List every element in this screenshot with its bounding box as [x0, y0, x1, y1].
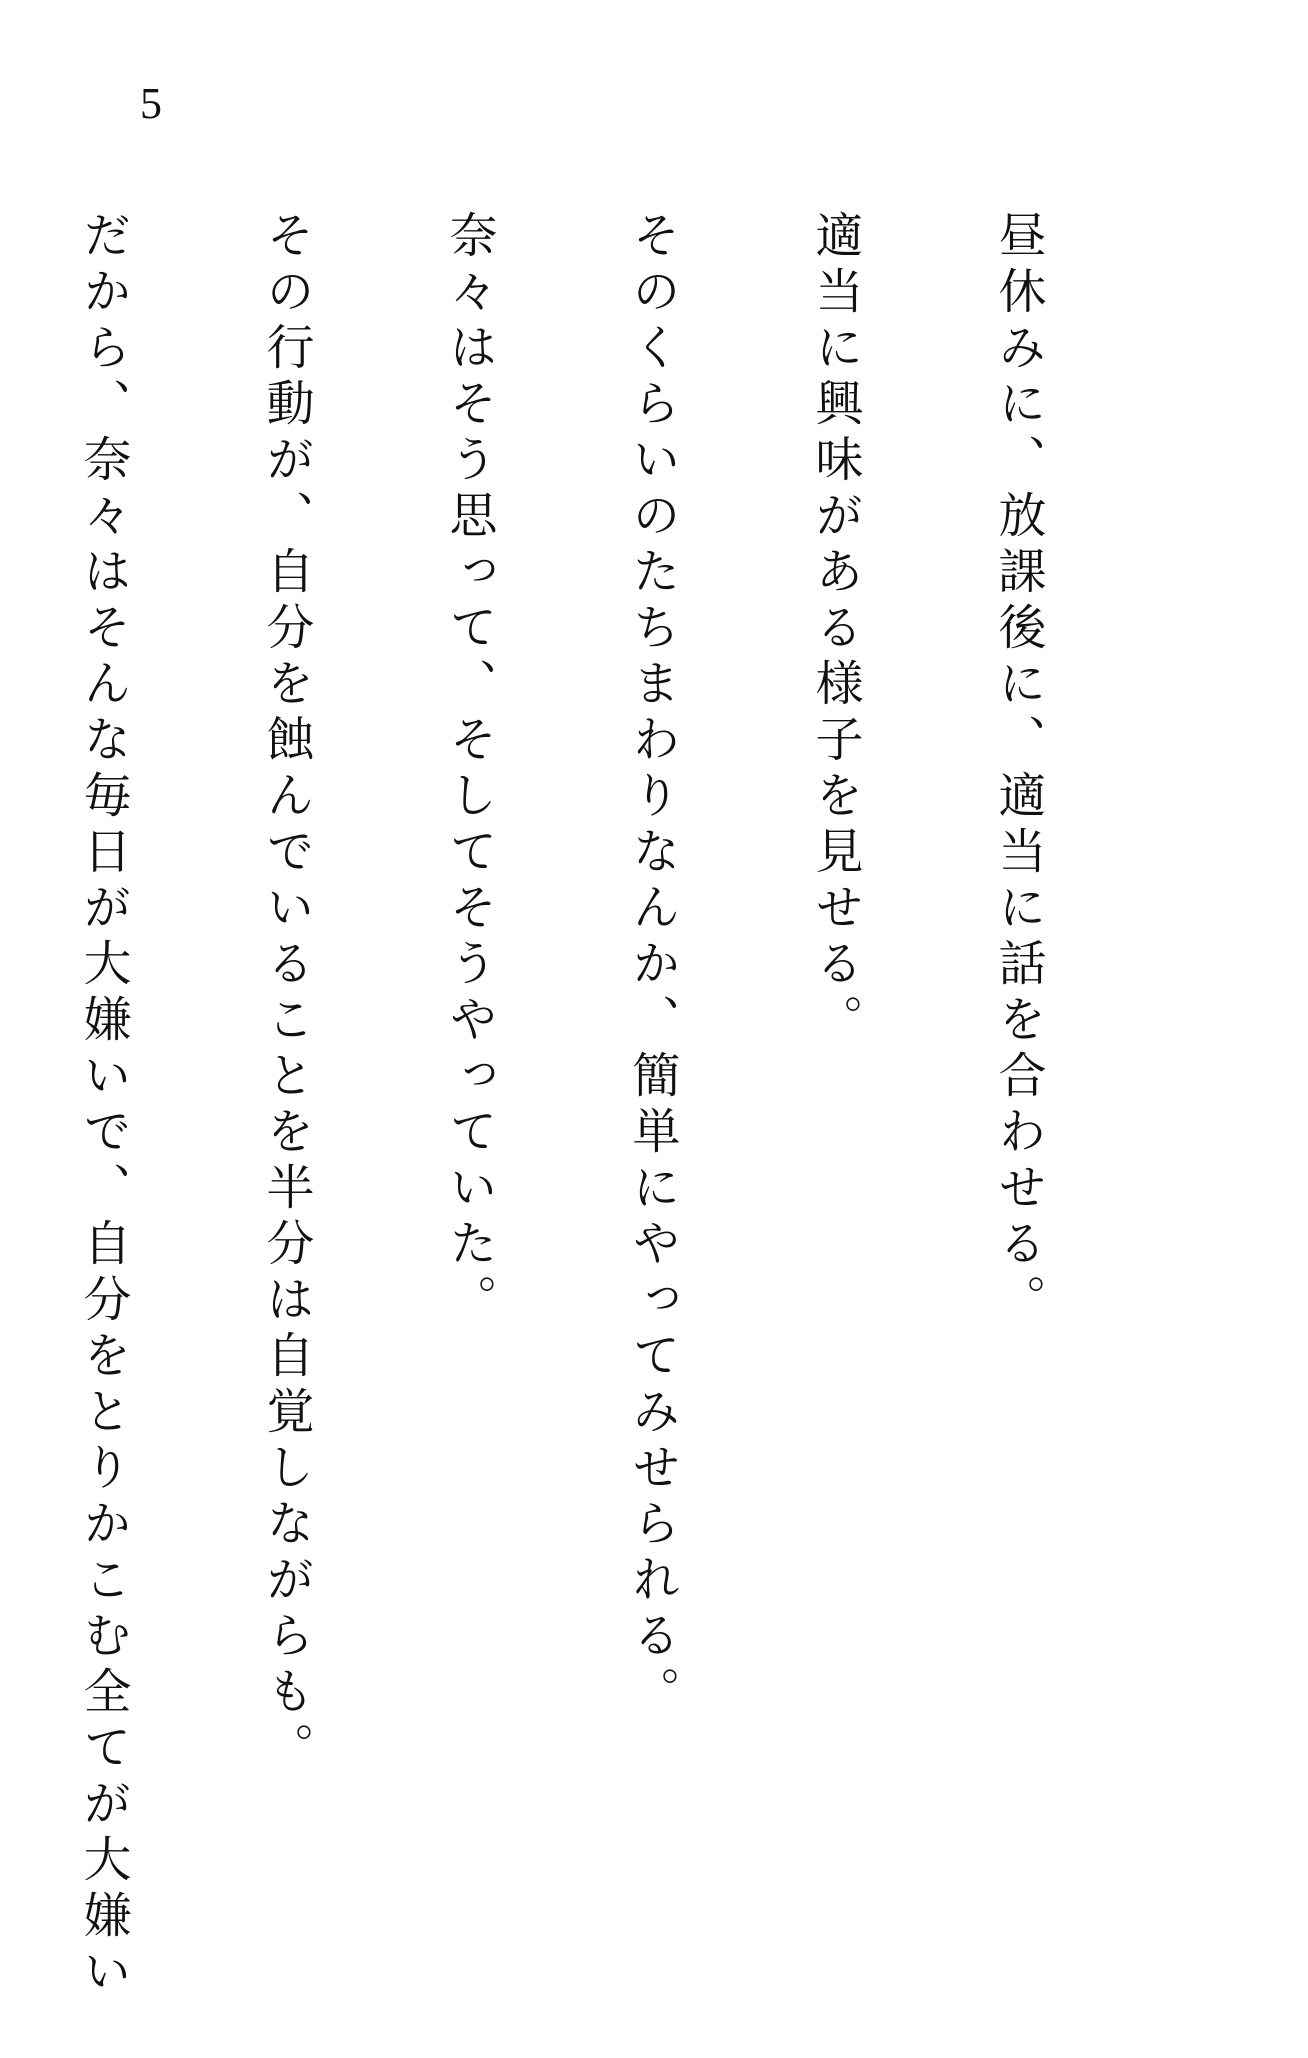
- text-line-6: だから、奈々はそんな毎日が大嫌いで、自分をとりかこむ全てが大嫌い: [75, 210, 131, 2002]
- text-line-1: 昼休みに、放課後に、適当に話を合わせる。: [990, 210, 1046, 1330]
- page-number: 5: [140, 79, 162, 128]
- text-line-4: 奈々はそう思って、そしてそうやっていた。: [441, 210, 497, 1330]
- vertical-body-text: [75, 210, 1170, 2002]
- text-line-5: その行動が、自分を蝕んでいることを半分は自覚しながらも。: [258, 210, 314, 1778]
- text-line-3: そのくらいのたちまわりなんか、簡単にやってみせられる。: [624, 210, 680, 1722]
- text-line-2: 適当に興味がある様子を見せる。: [807, 210, 863, 1050]
